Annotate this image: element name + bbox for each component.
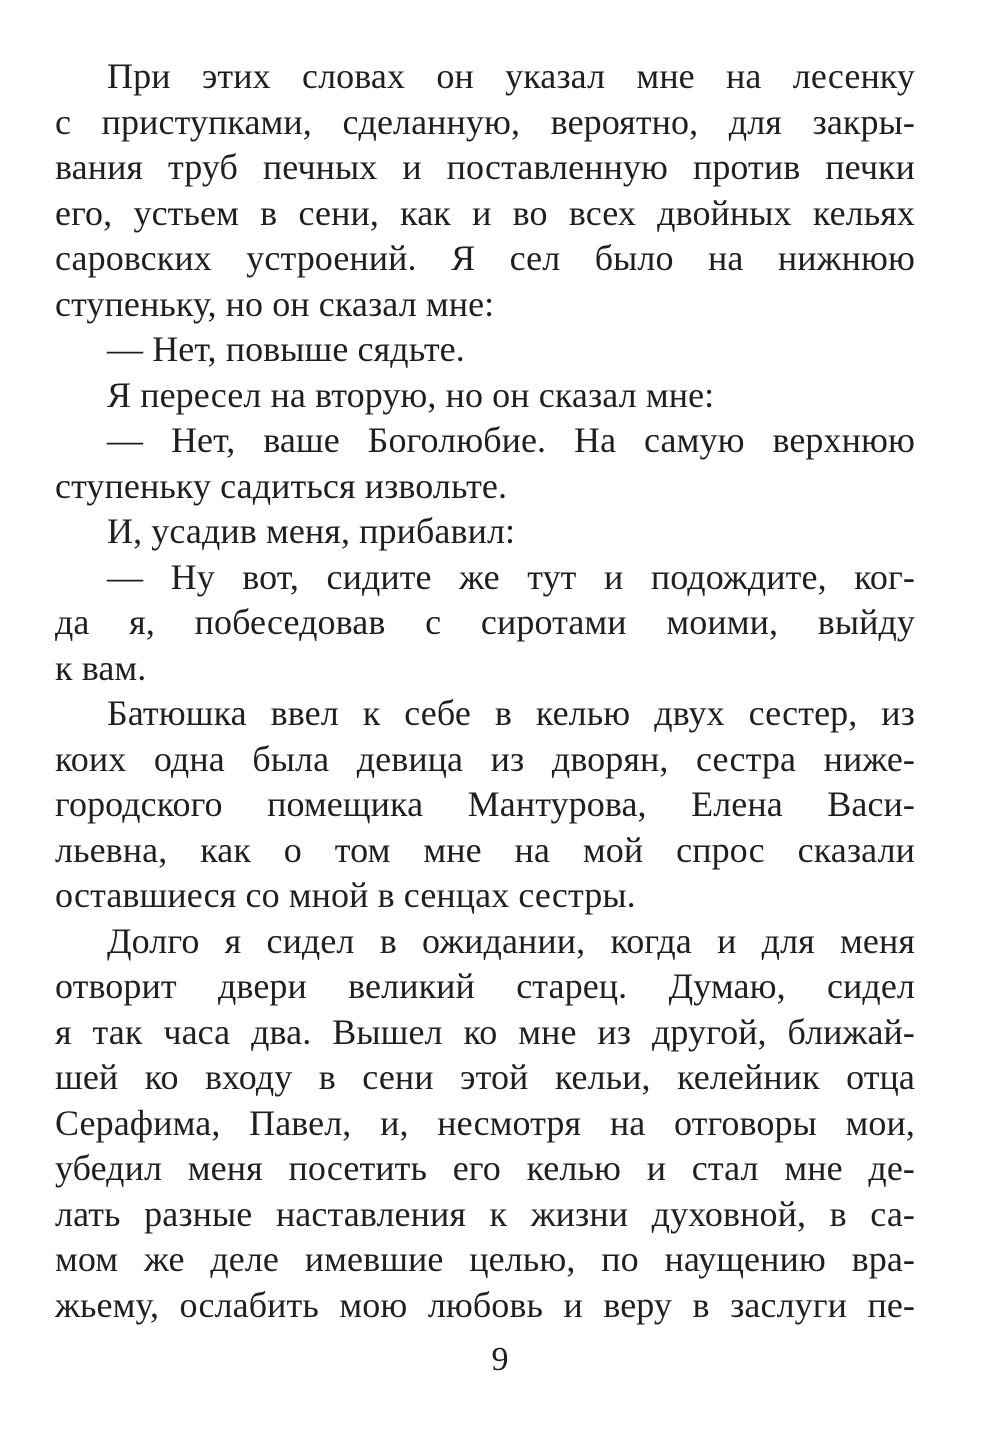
text-line: отворит двери великий старец. Думаю, сидел [55,966,915,1006]
text-line: да я, побеседовав с сиротами моими, выйду [55,602,915,642]
text-line: вания труб печных и поставленную против печки [55,147,915,187]
text-line: Долго я сидел в ожидании, когда и для меня [107,920,915,961]
text-line: городского помещика Мантурова, Елена Васи- [55,784,915,824]
text-line: к вам. [55,647,147,688]
text-line: Серафима, Павел, и, несмотря на отговоры мои, [55,1102,915,1143]
text-line: оставшиеся со мной в сенцах сестры. [55,875,636,915]
text-line: При этих словах он указал мне на лесенку [107,56,915,96]
text-line: шей ко входу в сени этой кельи, келейник отца [55,1057,915,1097]
text-line: я так часа два. Вышел ко мне из другой, ближай- [55,1011,915,1052]
text-line: — Нет, повыше сядьте. [107,329,465,369]
text-line: И, усадив меня, прибавил: [107,511,516,551]
text-line: — Нет, ваше Боголюбие. На самую верхнюю [107,420,915,460]
page-number: 9 [491,1341,509,1378]
text-line: жьему, ослабить мою любовь и веру в заслуги пе- [55,1284,915,1325]
text-line: — Ну вот, сидите же тут и подождите, ког- [107,556,915,597]
text-line: ступеньку, но он сказал мне: [55,283,495,324]
text-line: льевна, как о том мне на мой спрос сказали [55,829,915,870]
text-line: коих одна была девица из дворян, сестра ниже- [55,738,915,779]
text-line: его, устьем в сени, как и во всех двойных кельях [55,192,915,233]
text-line: ступеньку садиться извольте. [55,465,508,506]
text-line: саровских устроений. Я сел было на нижнюю [55,238,915,278]
text-line: мом же деле имевшие целью, по наущению вра- [55,1239,915,1279]
text-line: с приступками, сделанную, вероятно, для закры- [55,101,915,142]
text-line: Батюшка ввел к себе в келью двух сестер, из [107,693,915,733]
text-line: Я пересел на вторую, но он сказал мне: [107,374,715,415]
text-line: лать разные наставления к жизни духовной, в са- [55,1193,915,1234]
body-text [55,54,915,1328]
text-line: убедил меня посетить его келью и стал мне де- [55,1148,915,1188]
